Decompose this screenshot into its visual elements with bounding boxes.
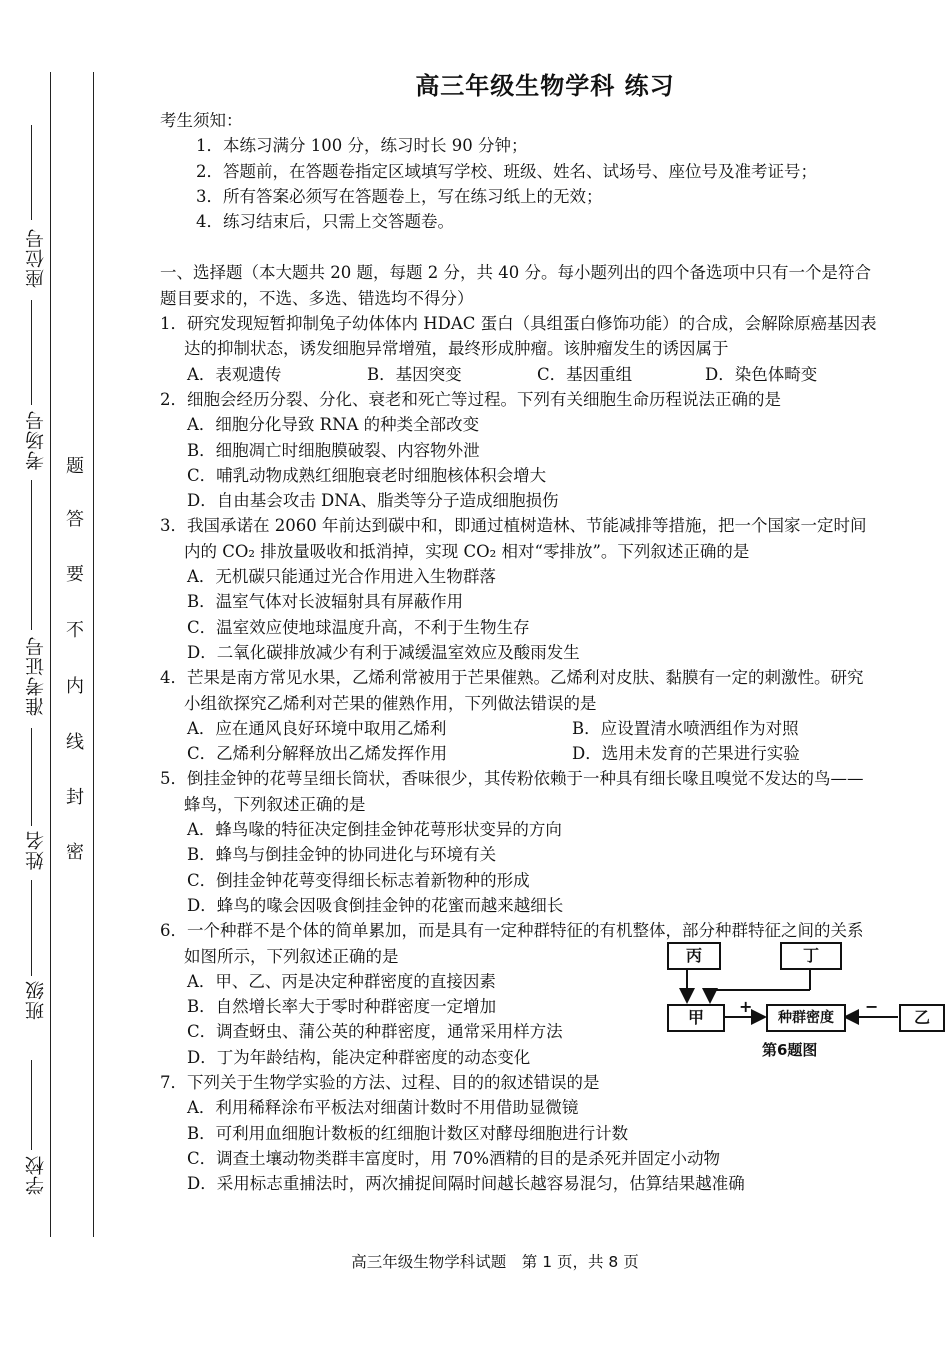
question-7 <box>160 1070 945 1196</box>
option-d[interactable]: D．丁为年龄结构，能决定种群密度的动态变化 <box>187 1047 531 1067</box>
question-text: 7．下列关于生物学实验的方法、过程、目的的叙述错误的是 <box>160 1072 600 1092</box>
option-a[interactable]: A．甲、乙、丙是决定种群密度的直接因素 <box>187 971 496 991</box>
option-d[interactable]: D．蜂鸟的喙会因吸食倒挂金钟的花蜜而越来越细长 <box>187 895 564 915</box>
question-6 <box>160 918 945 1070</box>
plus-sign: + <box>739 997 753 1017</box>
underline-room <box>31 300 32 405</box>
option-b[interactable]: B．基因突变 <box>367 364 462 384</box>
option-c[interactable]: C．调查蚜虫、蒲公英的种群密度，通常采用样方法 <box>187 1022 563 1042</box>
option-d[interactable]: D．采用标志重捕法时，两次捕捉间隔时间越长越容易混匀，估算结果越准确 <box>187 1174 745 1194</box>
label-name: 姓名 <box>25 830 47 870</box>
option-a[interactable]: A．应在通风良好环境中取用乙烯利 <box>187 718 447 738</box>
notice-item: 2．答题前，在答题卷指定区域填写学校、班级、姓名、试场号、座位号及准考证号； <box>196 161 817 181</box>
question-1 <box>160 311 945 387</box>
seal-char: 要 <box>66 564 84 585</box>
question-5 <box>160 766 945 918</box>
section-heading-cont: 题目要求的，不选、多选、错选均不得分） <box>160 288 474 308</box>
seal-char: 密 <box>66 842 84 863</box>
minus-sign: − <box>865 997 879 1017</box>
underline-seat <box>31 125 32 220</box>
option-d[interactable]: D．染色体畸变 <box>705 364 818 384</box>
figure-6-diagram <box>665 942 945 1062</box>
seal-char: 不 <box>66 620 84 641</box>
question-2 <box>160 387 945 513</box>
notice-item: 1．本练习满分 100 分，练习时长 90 分钟； <box>196 136 528 156</box>
option-a[interactable]: A．细胞分化导致 RNA 的种类全部改变 <box>187 415 480 435</box>
options-row <box>160 362 945 387</box>
option-b[interactable]: B．可利用血细胞计数板的红细胞计数区对酵母细胞进行计数 <box>187 1123 629 1143</box>
box-ding: 丁 <box>780 942 842 970</box>
seal-char: 答 <box>66 509 84 530</box>
underline-class <box>31 880 32 976</box>
question-text: 2．细胞会经历分裂、分化、衰老和死亡等过程。下列有关细胞生命历程说法正确的是 <box>160 389 781 409</box>
question-4 <box>160 665 945 766</box>
option-a[interactable]: A．利用稀释涂布平板法对细菌计数时不用借助显微镜 <box>187 1098 579 1118</box>
box-bing: 丙 <box>667 942 721 970</box>
seal-char: 线 <box>66 732 84 753</box>
option-d[interactable]: D．选用未发育的芒果进行实验 <box>572 744 800 764</box>
question-text: 内的 CO₂ 排放量吸收和抵消掉，实现 CO₂ 相对“零排放”。下列叙述正确的是 <box>184 541 750 561</box>
option-b[interactable]: B．自然增长率大于零时种群密度一定增加 <box>187 997 497 1017</box>
label-room-number: 考场号 <box>25 410 47 470</box>
section-heading: 一、选择题（本大题共 20 题，每题 2 分，共 40 分。每小题列出的四个备选项中只有一个是符合 <box>160 263 871 283</box>
box-jia: 甲 <box>667 1004 725 1032</box>
underline-ticket <box>31 480 32 630</box>
option-b[interactable]: B．温室气体对长波辐射具有屏蔽作用 <box>187 592 464 612</box>
margin-border-outer <box>50 72 51 1237</box>
seal-char: 题 <box>66 456 84 477</box>
option-d[interactable]: D．自由基会攻击 DNA、脂类等分子造成细胞损伤 <box>187 491 559 511</box>
label-class: 班级 <box>25 980 47 1020</box>
question-text: 小组欲探究乙烯利对芒果的催熟作用，下列做法错误的是 <box>184 693 597 713</box>
option-c[interactable]: C．倒挂金钟花萼变得细长标志着新物种的形成 <box>187 870 530 890</box>
question-text: 6．一个种群不是个体的简单累加，而是具有一定种群特征的有机整体，部分种群特征之间的关系 <box>160 921 864 941</box>
label-seat-number: 座位号 <box>25 228 47 288</box>
option-c[interactable]: C．哺乳动物成熟红细胞衰老时细胞核体积会增大 <box>187 465 547 485</box>
label-ticket-number: 准考证号 <box>25 636 47 716</box>
option-a[interactable]: A．蜂鸟喙的特征决定倒挂金钟花萼形状变异的方向 <box>187 820 562 840</box>
page-footer: 高三年级生物学科试题 第 1 页，共 8 页 <box>351 1253 639 1271</box>
option-b[interactable]: B．细胞凋亡时细胞膜破裂、内容物外泄 <box>187 440 480 460</box>
question-text: 3．我国承诺在 2060 年前达到碳中和，即通过植树造林、节能减排等措施，把一个国家一定时间 <box>160 516 867 536</box>
option-c[interactable]: C．温室效应使地球温度升高，不利于生物生存 <box>187 617 530 637</box>
figure-6-caption: 第6题图 <box>762 1041 818 1060</box>
question-text: 蜂鸟，下列叙述正确的是 <box>184 794 366 814</box>
question-text: 如图所示，下列叙述正确的是 <box>184 946 399 966</box>
option-c[interactable]: C．调查土壤动物类群丰富度时，用 70%酒精的目的是杀死并固定小动物 <box>187 1148 721 1168</box>
option-d[interactable]: D．二氧化碳排放减少有利于减缓温室效应及酸雨发生 <box>187 642 580 662</box>
label-school: 学校 <box>25 1155 47 1195</box>
exam-content <box>160 108 945 1196</box>
seal-char: 封 <box>66 787 84 808</box>
options-row <box>160 716 945 741</box>
seal-char: 内 <box>66 676 84 697</box>
option-b[interactable]: B．应设置清水喷洒组作为对照 <box>572 718 799 738</box>
options-row <box>160 741 945 766</box>
box-population-density: 种群密度 <box>766 1004 846 1032</box>
underline-school <box>31 1060 32 1150</box>
margin-border-inner <box>93 72 94 1237</box>
option-b[interactable]: B．蜂鸟与倒挂金钟的协同进化与环境有关 <box>187 845 497 865</box>
question-3 <box>160 513 945 665</box>
question-text: 1．研究发现短暂抑制兔子幼体体内 HDAC 蛋白（具组蛋白修饰功能）的合成，会解除原癌基因表 <box>160 314 877 334</box>
underline-name <box>31 728 32 826</box>
page-title: 高三年级生物学科 练习 <box>415 72 675 100</box>
notice-item: 4．练习结束后，只需上交答题卷。 <box>196 212 454 232</box>
option-c[interactable]: C．乙烯利分解释放出乙烯发挥作用 <box>187 744 448 764</box>
option-a[interactable]: A．表观遗传 <box>187 364 282 384</box>
option-a[interactable]: A．无机碳只能通过光合作用进入生物群落 <box>187 567 496 587</box>
box-yi: 乙 <box>899 1004 945 1032</box>
question-text: 5．倒挂金钟的花萼呈细长筒状，香味很少，其传粉依赖于一种具有细长喙且嗅觉不发达的鸟—— <box>160 769 864 789</box>
question-text: 达的抑制状态，诱发细胞异常增殖，最终形成肿瘤。该肿瘤发生的诱因属于 <box>184 339 729 359</box>
option-c[interactable]: C．基因重组 <box>537 364 633 384</box>
notice-item: 3．所有答案必须写在答题卷上，写在练习纸上的无效； <box>196 186 603 206</box>
notice-heading: 考生须知： <box>160 111 243 130</box>
question-text: 4．芒果是南方常见水果，乙烯利常被用于芒果催熟。乙烯利对皮肤、黏膜有一定的刺激性。研究 <box>160 668 864 688</box>
